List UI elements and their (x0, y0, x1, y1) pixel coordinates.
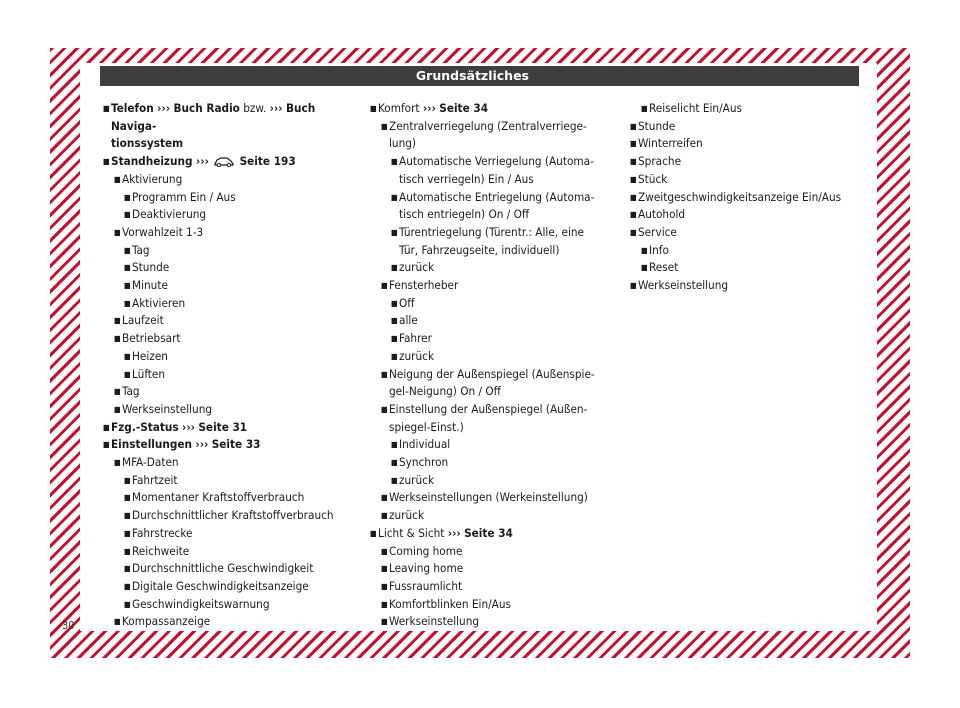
list-item: ■ Fussraumlicht (381, 578, 620, 596)
list-item: ■ Autohold (630, 206, 870, 224)
list-item: ■ Info (641, 242, 870, 260)
section-title: Grundsätzliches (415, 68, 529, 83)
list-item: ■ Standheizung ››› Seite 193 (103, 153, 343, 171)
list-item: ■ Komfortblinken Ein/Aus (381, 596, 620, 614)
list-item: ■ Individual (391, 436, 620, 454)
list-item: ■ Fahrtzeit (124, 472, 343, 490)
list-item: ■ Fzg.-Status ››› Seite 31 (103, 419, 343, 437)
list-item: ■ zurück (381, 507, 620, 525)
list-item: ■ Automatische Verriegelung (Automa- tisch verriegeln) Ein / Aus (391, 153, 620, 188)
list-item: ■ zurück (391, 259, 620, 277)
list-item: ■ Off (391, 295, 620, 313)
list-item: ■ Türentriegelung (Türentr.: Alle, eine Tür, Fahrzeugseite, individuell) (391, 224, 620, 259)
list-item: ■ Stunde (630, 118, 870, 136)
list-item: ■ MFA-Daten (114, 454, 343, 472)
list-item: ■ Durchschnittlicher Kraftstoffverbrauch (124, 507, 343, 525)
ref-arrows: ››› (195, 154, 209, 169)
list-item: ■ Service (630, 224, 870, 242)
section-header (100, 66, 859, 86)
list-item: ■ Lüften (124, 366, 343, 384)
list-item: ■ Telefon ››› Buch Radio bzw. ››› Buch Naviga- tionssystem (103, 100, 343, 153)
list-item: ■ alle (391, 312, 620, 330)
ref-arrows: ››› (195, 437, 209, 452)
list-item: ■ Reiselicht Ein/Aus (641, 100, 870, 118)
list-item: ■ Werkseinstellungen (Werkeinstellung) (381, 489, 620, 507)
list-item: ■ Deaktivierung (124, 206, 343, 224)
list-item: ■ Coming home (381, 543, 620, 561)
list-item: ■ Stunde (124, 259, 343, 277)
list-item: ■ Sprache (630, 153, 870, 171)
list-item: ■ Durchschnittliche Geschwindigkeit (124, 560, 343, 578)
ref-arrows: ››› (157, 101, 171, 115)
list-item: ■ Komfort ››› Seite 34 (370, 100, 620, 118)
list-item: ■ Fahrer (391, 330, 620, 348)
list-item: ■ Werkseinstellung (381, 613, 620, 631)
menu-column-2 (370, 100, 620, 631)
list-item: ■ Minute (124, 277, 343, 295)
list-item: ■ Reichweite (124, 543, 343, 561)
list-item: ■ Zentralverriegelung (Zentralverriege- lung) (381, 118, 620, 153)
list-item: ■ Zweitgeschwindigkeitsanzeige Ein/Aus (630, 189, 870, 207)
list-item: ■ Laufzeit (114, 312, 343, 330)
list-item: ■ Fahrstrecke (124, 525, 343, 543)
list-item: ■ Stück (630, 171, 870, 189)
list-item: ■ Automatische Entriegelung (Automa- tisch entriegeln) On / Off (391, 189, 620, 224)
list-item: ■ Licht & Sicht ››› Seite 34 (370, 525, 620, 543)
list-item: ■ Tag (114, 383, 343, 401)
list-item: ■ Digitale Geschwindigkeitsanzeige (124, 578, 343, 596)
list-item: ■ Reset (641, 259, 870, 277)
list-item: ■ Aktivieren (124, 295, 343, 313)
list-item: ■ zurück (391, 348, 620, 366)
list-item: ■ Synchron (391, 454, 620, 472)
list-item: ■ Tag (124, 242, 343, 260)
list-item: ■ Betriebsart (114, 330, 343, 348)
ref-arrows: ››› (182, 419, 196, 434)
list-item: ■ Einstellungen ››› Seite 33 (103, 436, 343, 454)
list-item: ■ Heizen (124, 348, 343, 366)
list-item: ■ Leaving home (381, 560, 620, 578)
list-item: ■ Winterreifen (630, 135, 870, 153)
ref-arrows: ››› (447, 525, 461, 540)
ref-arrows: ››› (422, 101, 436, 115)
list-item: ■ Geschwindigkeitswarnung (124, 596, 343, 614)
list-item: ■ Aktivierung (114, 171, 343, 189)
list-item: ■ Programm Ein / Aus (124, 189, 343, 207)
car-warning-icon (214, 156, 234, 167)
list-item: ■ Vorwahlzeit 1-3 (114, 224, 343, 242)
list-item: ■ Momentaner Kraftstoffverbrauch (124, 489, 343, 507)
ref-arrows: ››› (269, 101, 283, 115)
list-item: ■ Werkseinstellung (114, 401, 343, 419)
menu-column-1 (103, 100, 343, 631)
list-item: ■ Einstellung der Außenspiegel (Außen- spiegel-Einst.) (381, 401, 620, 436)
list-item: ■ Kompassanzeige (114, 613, 343, 631)
menu-column-3 (630, 100, 870, 295)
list-item: ■ zurück (391, 472, 620, 490)
page-number: 30 (62, 619, 75, 632)
list-item: ■ Neigung der Außenspiegel (Außenspie- gel-Neigung) On / Off (381, 366, 620, 401)
list-item: ■ Werkseinstellung (630, 277, 870, 295)
list-item: ■ Fensterheber (381, 277, 620, 295)
